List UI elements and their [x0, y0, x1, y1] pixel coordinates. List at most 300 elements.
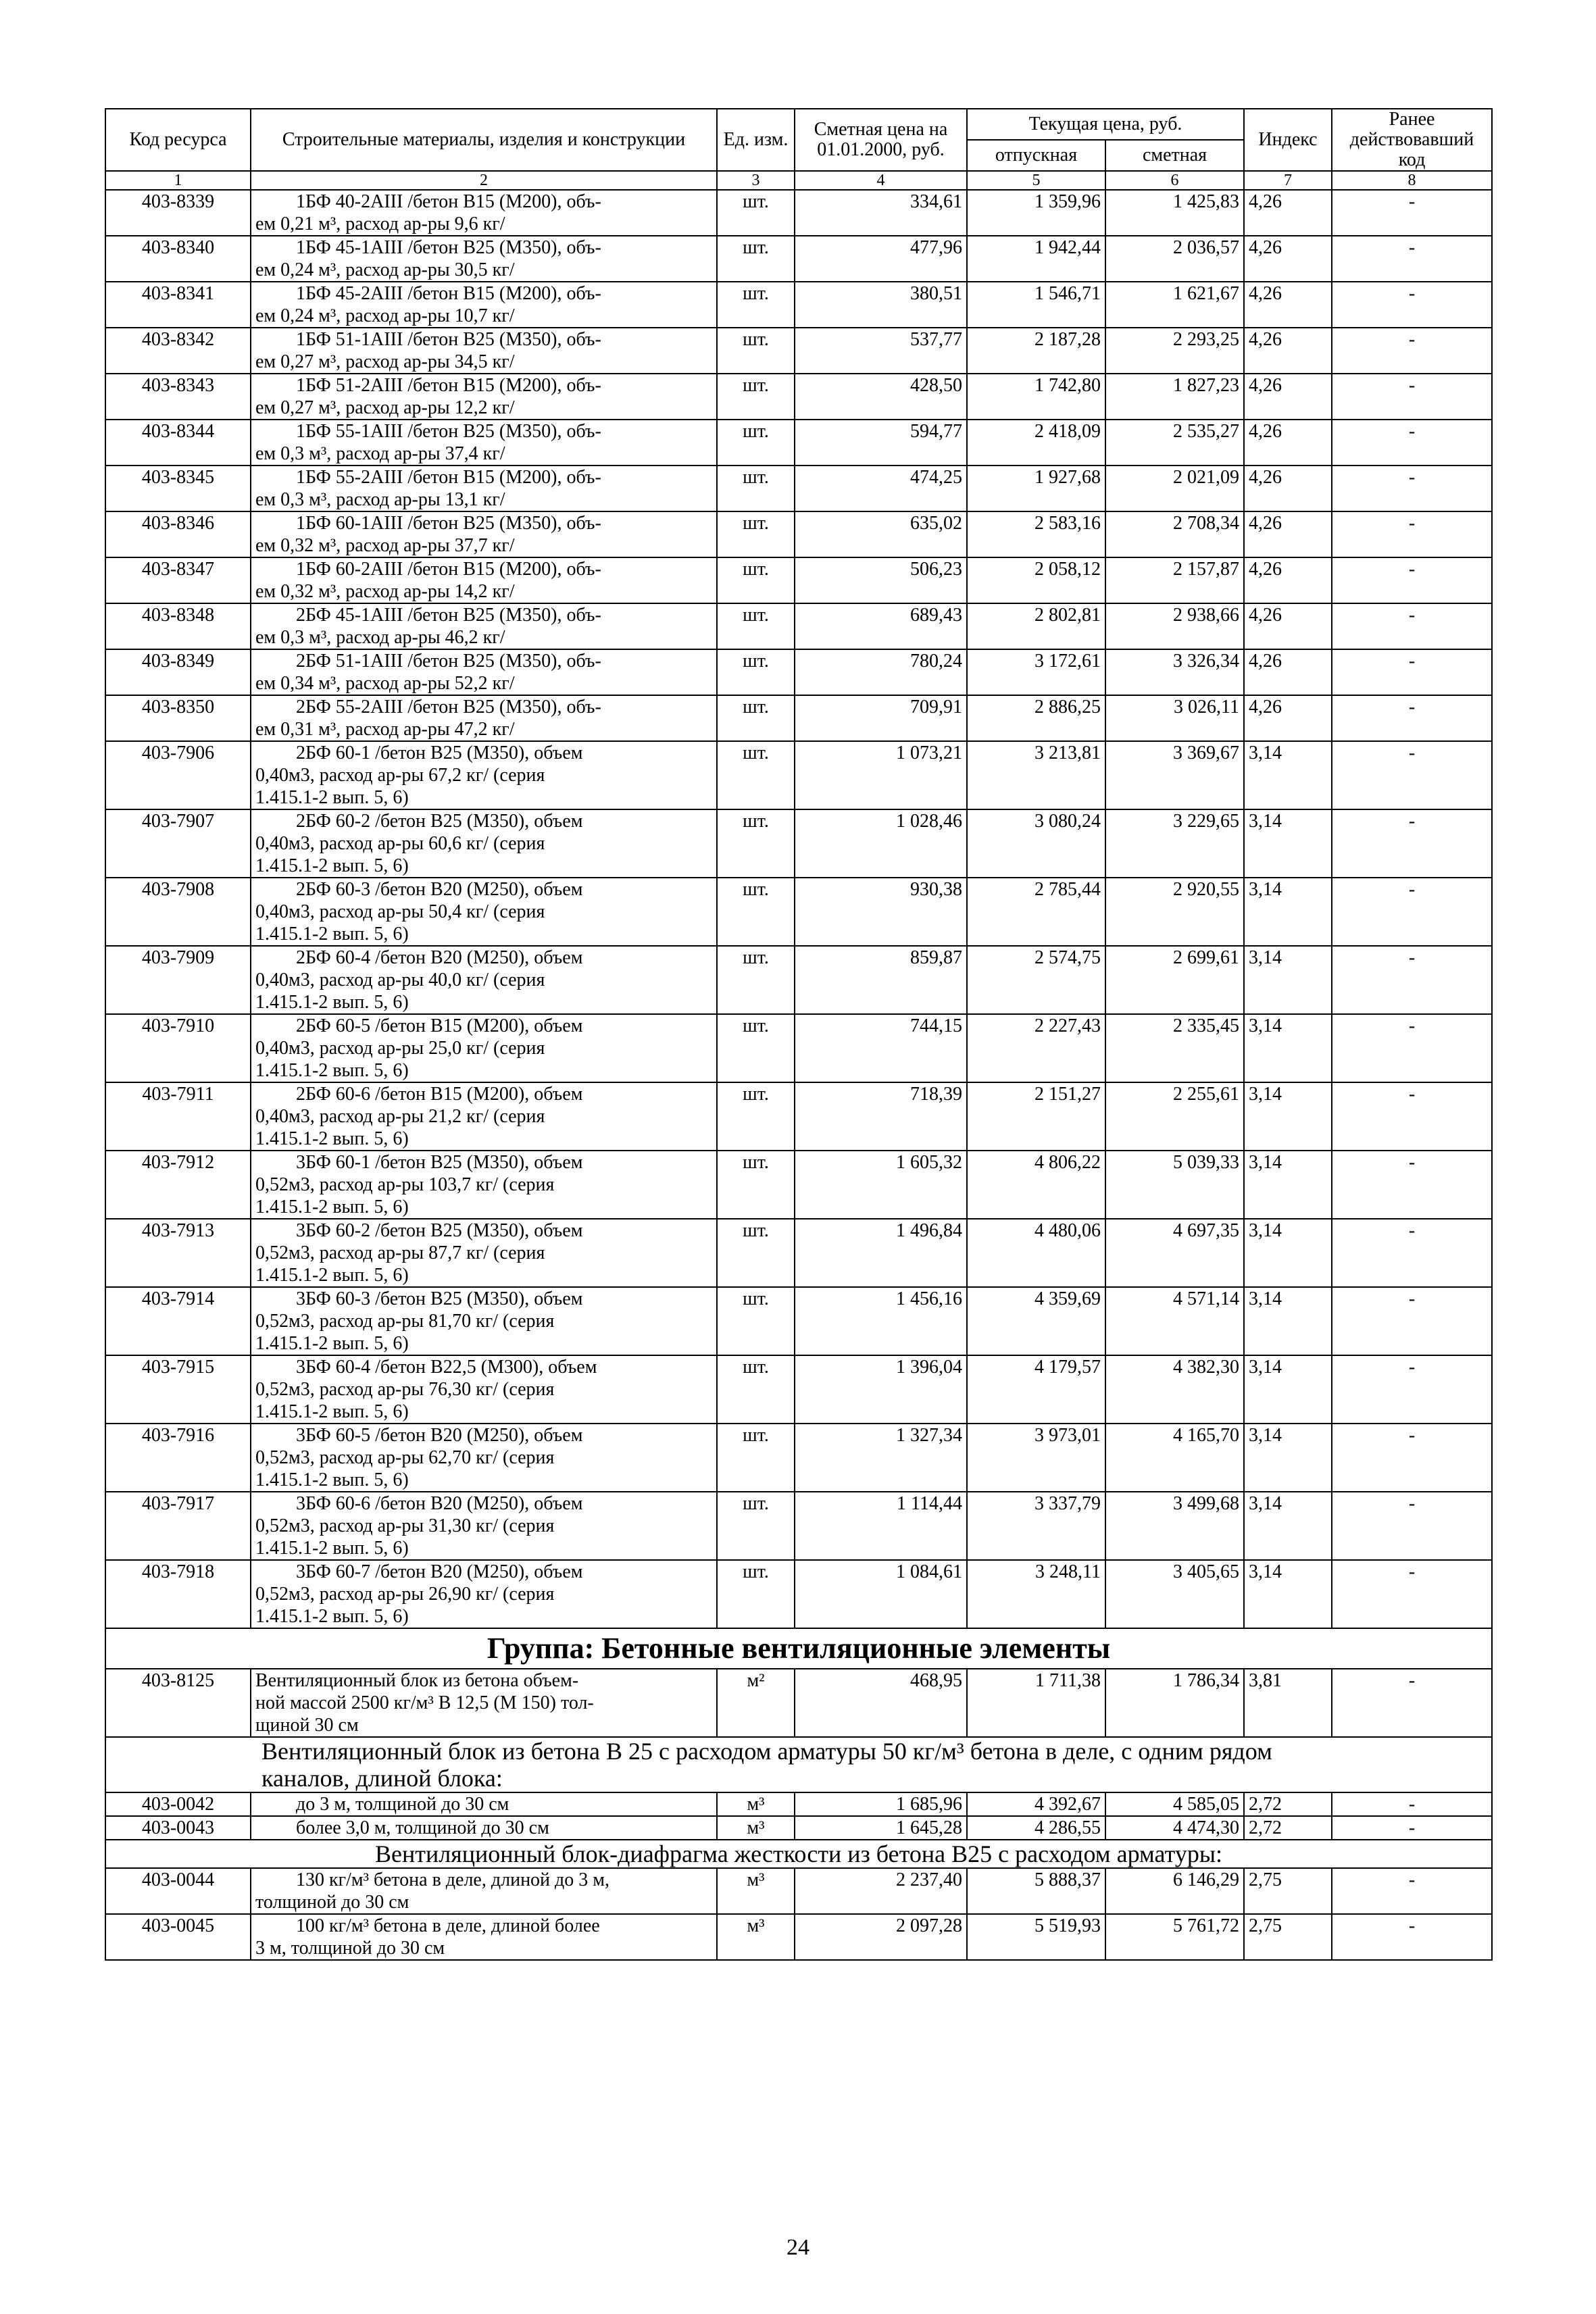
unit-cell: шт. — [717, 809, 795, 878]
unit-cell: шт. — [717, 328, 795, 374]
release-price-cell: 4 806,22 — [967, 1151, 1105, 1219]
index-cell: 3,14 — [1244, 1014, 1332, 1082]
base-price-cell: 2 237,40 — [795, 1868, 967, 1914]
previous-code-cell: - — [1332, 1868, 1492, 1914]
index-cell: 3,14 — [1244, 1151, 1332, 1219]
material-name — [251, 511, 717, 557]
table-row — [105, 420, 1492, 466]
material-name-line: 1.415.1-2 вып. 5, 6) — [255, 1128, 409, 1149]
index-cell: 2,75 — [1244, 1868, 1332, 1914]
resource-code: 403-8340 — [105, 236, 251, 282]
resource-code: 403-8349 — [105, 649, 251, 695]
material-name-line: 0,40м3, расход ар-ры 25,0 кг/ (серия — [255, 1038, 545, 1059]
material-name-line: 0,52м3, расход ар-ры 87,7 кг/ (серия — [255, 1242, 545, 1263]
column-number-row — [105, 171, 1492, 190]
resource-code: 403-7917 — [105, 1492, 251, 1560]
previous-code-cell: - — [1332, 511, 1492, 557]
unit-cell: шт. — [717, 557, 795, 603]
release-price-cell: 1 742,80 — [967, 374, 1105, 420]
material-name-line: ем 0,3 м³, расход ар-ры 37,4 кг/ — [255, 443, 505, 464]
previous-code-cell: - — [1332, 557, 1492, 603]
estimate-price-cell: 2 021,09 — [1105, 466, 1244, 511]
resource-code: 403-7915 — [105, 1355, 251, 1424]
base-price-cell: 1 114,44 — [795, 1492, 967, 1560]
material-name — [251, 190, 717, 236]
previous-code-cell: - — [1332, 1492, 1492, 1560]
col-number: 1 — [105, 171, 251, 190]
previous-code-cell: - — [1332, 466, 1492, 511]
index-cell: 3,14 — [1244, 1219, 1332, 1287]
material-name-line: 1.415.1-2 вып. 5, 6) — [255, 924, 409, 945]
unit-cell: шт. — [717, 1424, 795, 1492]
resource-code: 403-7910 — [105, 1014, 251, 1082]
unit-cell: шт. — [717, 374, 795, 420]
unit-cell: шт. — [717, 511, 795, 557]
resource-code: 403-8339 — [105, 190, 251, 236]
previous-code-cell: - — [1332, 1669, 1492, 1737]
index-cell: 3,14 — [1244, 741, 1332, 809]
material-name-line: 1.415.1-2 вып. 5, 6) — [255, 1265, 409, 1286]
index-cell: 3,14 — [1244, 1287, 1332, 1355]
material-name-line: ем 0,32 м³, расход ар-ры 37,7 кг/ — [255, 535, 515, 556]
material-name-line: ной массой 2500 кг/м³ В 12,5 (М 150) тол- — [255, 1692, 594, 1713]
resource-code: 403-7909 — [105, 946, 251, 1014]
estimate-price-cell: 3 369,67 — [1105, 741, 1244, 809]
index-cell: 4,26 — [1244, 695, 1332, 741]
unit-cell: шт. — [717, 1014, 795, 1082]
unit-cell: шт. — [717, 946, 795, 1014]
resource-code: 403-7911 — [105, 1082, 251, 1151]
resource-code: 403-8342 — [105, 328, 251, 374]
material-name-line: 0,52м3, расход ар-ры 31,30 кг/ (серия — [255, 1515, 555, 1536]
header-code: Код ресурса — [105, 109, 251, 171]
material-name-line: ем 0,31 м³, расход ар-ры 47,2 кг/ — [255, 719, 515, 740]
material-name-line: 1.415.1-2 вып. 5, 6) — [255, 1538, 409, 1559]
base-price-cell: 474,25 — [795, 466, 967, 511]
estimate-price-cell: 3 326,34 — [1105, 649, 1244, 695]
unit-cell: м³ — [717, 1816, 795, 1840]
table-row — [105, 878, 1492, 946]
material-name-line: 1БФ 40-2АIII /бетон B15 (M200), объ- — [296, 191, 601, 212]
material-name-line: 1.415.1-2 вып. 5, 6) — [255, 1060, 409, 1081]
release-price-cell: 1 359,96 — [967, 190, 1105, 236]
release-price-cell: 3 248,11 — [967, 1560, 1105, 1628]
material-name-line: 0,52м3, расход ар-ры 26,90 кг/ (серия — [255, 1584, 555, 1605]
table-row — [105, 741, 1492, 809]
table-row — [105, 374, 1492, 420]
previous-code-cell: - — [1332, 328, 1492, 374]
material-name — [251, 878, 717, 946]
index-cell: 4,26 — [1244, 282, 1332, 328]
material-name-line: ем 0,24 м³, расход ар-ры 10,7 кг/ — [255, 305, 515, 326]
material-name-line: 1БФ 55-2АIII /бетон B15 (M200), объ- — [296, 467, 601, 488]
table-row — [105, 1868, 1492, 1914]
base-price-cell: 380,51 — [795, 282, 967, 328]
index-cell: 2,72 — [1244, 1792, 1332, 1816]
estimate-price-cell: 4 697,35 — [1105, 1219, 1244, 1287]
previous-code-cell: - — [1332, 1287, 1492, 1355]
material-name — [251, 1816, 717, 1840]
unit-cell: шт. — [717, 420, 795, 466]
base-price-cell: 537,77 — [795, 328, 967, 374]
base-price-cell: 1 327,34 — [795, 1424, 967, 1492]
table-row — [105, 190, 1492, 236]
material-name — [251, 1287, 717, 1355]
table-row — [105, 236, 1492, 282]
resource-code: 403-8347 — [105, 557, 251, 603]
index-cell: 4,26 — [1244, 328, 1332, 374]
subheading-row — [105, 1840, 1492, 1868]
table-row — [105, 511, 1492, 557]
table-row — [105, 1424, 1492, 1492]
base-price-cell: 689,43 — [795, 603, 967, 649]
release-price-cell: 3 337,79 — [967, 1492, 1105, 1560]
material-name-line: 1.415.1-2 вып. 5, 6) — [255, 1197, 409, 1217]
base-price-cell: 1 028,46 — [795, 809, 967, 878]
material-name-line: 1БФ 55-1АIII /бетон B25 (M350), объ- — [296, 421, 601, 442]
base-price-cell: 780,24 — [795, 649, 967, 695]
unit-cell: шт. — [717, 1151, 795, 1219]
material-name-line: 0,52м3, расход ар-ры 62,70 кг/ (серия — [255, 1447, 555, 1468]
unit-cell: шт. — [717, 695, 795, 741]
release-price-cell: 3 213,81 — [967, 741, 1105, 809]
col-number: 8 — [1332, 171, 1492, 190]
unit-cell: шт. — [717, 1560, 795, 1628]
estimate-price-cell: 1 786,34 — [1105, 1669, 1244, 1737]
resource-code: 403-7912 — [105, 1151, 251, 1219]
index-cell: 3,14 — [1244, 1492, 1332, 1560]
material-name — [251, 1560, 717, 1628]
material-name-line: 3БФ 60-3 /бетон B25 (M350), объем — [296, 1288, 583, 1309]
material-name — [251, 1914, 717, 1960]
material-name-line: 1БФ 51-1АIII /бетон B25 (M350), объ- — [296, 329, 601, 350]
estimate-price-cell: 6 146,29 — [1105, 1868, 1244, 1914]
index-cell: 3,14 — [1244, 1560, 1332, 1628]
header-release: отпускная — [967, 140, 1105, 171]
estimate-price-cell: 5 039,33 — [1105, 1151, 1244, 1219]
release-price-cell: 5 519,93 — [967, 1914, 1105, 1960]
estimate-price-cell: 1 827,23 — [1105, 374, 1244, 420]
header-base-price: Сметная цена на 01.01.2000, руб. — [795, 109, 967, 171]
material-name — [251, 649, 717, 695]
previous-code-cell: - — [1332, 1219, 1492, 1287]
table-row — [105, 1219, 1492, 1287]
index-cell: 4,26 — [1244, 557, 1332, 603]
previous-code-cell: - — [1332, 1355, 1492, 1424]
col-number: 5 — [967, 171, 1105, 190]
index-cell: 4,26 — [1244, 603, 1332, 649]
table-row — [105, 1151, 1492, 1219]
base-price-cell: 334,61 — [795, 190, 967, 236]
material-name-line: 3БФ 60-6 /бетон B20 (M250), объем — [296, 1493, 583, 1514]
base-price-cell: 506,23 — [795, 557, 967, 603]
rows-block-vent — [105, 1669, 1492, 1737]
resource-code: 403-7913 — [105, 1219, 251, 1287]
material-name — [251, 466, 717, 511]
material-name — [251, 603, 717, 649]
material-name-line: 0,40м3, расход ар-ры 40,0 кг/ (серия — [255, 970, 545, 990]
estimate-price-cell: 2 335,45 — [1105, 1014, 1244, 1082]
estimate-price-cell: 4 585,05 — [1105, 1792, 1244, 1816]
material-name-line: 3БФ 60-5 /бетон B20 (M250), объем — [296, 1425, 583, 1446]
material-name-line: 1.415.1-2 вып. 5, 6) — [255, 855, 409, 876]
material-name-line: 0,40м3, расход ар-ры 50,4 кг/ (серия — [255, 901, 545, 922]
header-estimate: сметная — [1105, 140, 1244, 171]
previous-code-cell: - — [1332, 1914, 1492, 1960]
material-name — [251, 1219, 717, 1287]
material-name-line: 2БФ 60-3 /бетон B20 (M250), объем — [296, 879, 583, 900]
subheading-1-line2: каналов, длиной блока: — [261, 1765, 503, 1792]
index-cell: 4,26 — [1244, 466, 1332, 511]
material-name-line: 1БФ 51-2АIII /бетон B15 (M200), объ- — [296, 375, 601, 396]
previous-code-cell: - — [1332, 741, 1492, 809]
material-name — [251, 1014, 717, 1082]
estimate-price-cell: 4 165,70 — [1105, 1424, 1244, 1492]
release-price-cell: 1 546,71 — [967, 282, 1105, 328]
material-name — [251, 1669, 717, 1737]
resource-code: 403-7916 — [105, 1424, 251, 1492]
resource-code: 403-8344 — [105, 420, 251, 466]
resource-code: 403-8346 — [105, 511, 251, 557]
col-number: 3 — [717, 171, 795, 190]
material-name-line: 1.415.1-2 вып. 5, 6) — [255, 1333, 409, 1354]
base-price-cell: 744,15 — [795, 1014, 967, 1082]
material-name-line: 3БФ 60-7 /бетон B20 (M250), объем — [296, 1561, 583, 1582]
release-price-cell: 4 286,55 — [967, 1816, 1105, 1840]
unit-cell: шт. — [717, 878, 795, 946]
base-price-cell: 594,77 — [795, 420, 967, 466]
material-name-line: более 3,0 м, толщиной до 30 см — [296, 1817, 549, 1838]
previous-code-cell: - — [1332, 282, 1492, 328]
unit-cell: шт. — [717, 466, 795, 511]
col-number: 7 — [1244, 171, 1332, 190]
unit-cell: м³ — [717, 1914, 795, 1960]
unit-cell: шт. — [717, 236, 795, 282]
rows-block-foundation-b — [105, 741, 1492, 1628]
material-name-line: 1БФ 45-1АIII /бетон B25 (M350), объ- — [296, 237, 601, 258]
unit-cell: шт. — [717, 1287, 795, 1355]
estimate-price-cell: 3 026,11 — [1105, 695, 1244, 741]
table-row — [105, 649, 1492, 695]
previous-code-cell: - — [1332, 1082, 1492, 1151]
index-cell: 4,26 — [1244, 420, 1332, 466]
resource-code: 403-8341 — [105, 282, 251, 328]
previous-code-cell: - — [1332, 1816, 1492, 1840]
release-price-cell: 2 227,43 — [967, 1014, 1105, 1082]
material-name-line: 2БФ 51-1АIII /бетон B25 (M350), объ- — [296, 651, 601, 672]
unit-cell: шт. — [717, 1219, 795, 1287]
material-name — [251, 1424, 717, 1492]
release-price-cell: 1 942,44 — [967, 236, 1105, 282]
material-name-line: 3 м, толщиной до 30 см — [255, 1938, 445, 1959]
base-price-cell: 1 645,28 — [795, 1816, 967, 1840]
estimate-price-cell: 3 229,65 — [1105, 809, 1244, 878]
material-name-line: ем 0,27 м³, расход ар-ры 12,2 кг/ — [255, 397, 515, 418]
estimate-price-cell: 4 474,30 — [1105, 1816, 1244, 1840]
unit-cell: м³ — [717, 1792, 795, 1816]
table-row — [105, 557, 1492, 603]
estimate-price-cell: 3 499,68 — [1105, 1492, 1244, 1560]
material-name-line: ем 0,21 м³, расход ар-ры 9,6 кг/ — [255, 213, 505, 234]
base-price-cell: 1 605,32 — [795, 1151, 967, 1219]
base-price-cell: 718,39 — [795, 1082, 967, 1151]
material-name-line: 2БФ 60-4 /бетон B20 (M250), объем — [296, 947, 583, 968]
release-price-cell: 3 973,01 — [967, 1424, 1105, 1492]
base-price-cell: 1 084,61 — [795, 1560, 967, 1628]
header-index: Индекс — [1244, 109, 1332, 171]
estimate-price-cell: 2 255,61 — [1105, 1082, 1244, 1151]
base-price-cell: 930,38 — [795, 878, 967, 946]
material-name-line: 1.415.1-2 вып. 5, 6) — [255, 992, 409, 1013]
material-name-line: щиной 30 см — [255, 1715, 359, 1736]
unit-cell: шт. — [717, 741, 795, 809]
material-name-line: 3БФ 60-1 /бетон B25 (M350), объем — [296, 1152, 583, 1173]
resource-code: 403-7908 — [105, 878, 251, 946]
estimate-price-cell: 2 708,34 — [1105, 511, 1244, 557]
release-price-cell: 2 418,09 — [967, 420, 1105, 466]
resource-code: 403-8125 — [105, 1669, 251, 1737]
release-price-cell: 4 392,67 — [967, 1792, 1105, 1816]
index-cell: 4,26 — [1244, 190, 1332, 236]
rows-block-vent-blocks — [105, 1792, 1492, 1840]
group-title: Группа: Бетонные вентиляционные элементы — [105, 1628, 1492, 1669]
material-name-line: 100 кг/м³ бетона в деле, длиной более — [296, 1915, 600, 1936]
table-row — [105, 466, 1492, 511]
material-name-line: 1БФ 60-2АIII /бетон B15 (M200), объ- — [296, 559, 601, 580]
material-name-line: ем 0,27 м³, расход ар-ры 34,5 кг/ — [255, 351, 515, 372]
estimate-price-cell: 2 293,25 — [1105, 328, 1244, 374]
table-row — [105, 282, 1492, 328]
table-row — [105, 809, 1492, 878]
index-cell: 3,14 — [1244, 809, 1332, 878]
subheading-row — [105, 1737, 1492, 1792]
material-name — [251, 1082, 717, 1151]
base-price-cell: 1 496,84 — [795, 1219, 967, 1287]
previous-code-cell: - — [1332, 190, 1492, 236]
release-price-cell: 2 802,81 — [967, 603, 1105, 649]
material-name-line: 1.415.1-2 вып. 5, 6) — [255, 1401, 409, 1422]
release-price-cell: 2 583,16 — [967, 511, 1105, 557]
base-price-cell: 428,50 — [795, 374, 967, 420]
previous-code-cell: - — [1332, 236, 1492, 282]
previous-code-cell: - — [1332, 1424, 1492, 1492]
header-name: Строительные материалы, изделия и конструкции — [251, 109, 717, 171]
material-name-line: 2БФ 60-5 /бетон B15 (M200), объем — [296, 1015, 583, 1036]
base-price-cell: 859,87 — [795, 946, 967, 1014]
release-price-cell: 3 080,24 — [967, 809, 1105, 878]
material-name-line: 0,52м3, расход ар-ры 103,7 кг/ (серия — [255, 1174, 555, 1195]
table-row — [105, 1792, 1492, 1816]
base-price-cell: 709,91 — [795, 695, 967, 741]
previous-code-cell: - — [1332, 603, 1492, 649]
group-block — [105, 1628, 1492, 1669]
index-cell: 3,14 — [1244, 1082, 1332, 1151]
estimate-price-cell: 2 157,87 — [1105, 557, 1244, 603]
subheading-2: Вентиляционный блок-диафрагма жесткости из бетона В25 с расходом арматуры: — [105, 1840, 1492, 1868]
header-unit: Ед. изм. — [717, 109, 795, 171]
material-name-line: 0,52м3, расход ар-ры 76,30 кг/ (серия — [255, 1379, 555, 1400]
index-cell: 3,14 — [1244, 1355, 1332, 1424]
material-name — [251, 1355, 717, 1424]
material-name — [251, 328, 717, 374]
material-name-line: 2БФ 60-6 /бетон B15 (M200), объем — [296, 1084, 583, 1105]
price-table — [105, 108, 1493, 1961]
table-row — [105, 1914, 1492, 1960]
estimate-price-cell: 2 920,55 — [1105, 878, 1244, 946]
previous-code-cell: - — [1332, 1151, 1492, 1219]
table-row — [105, 1287, 1492, 1355]
material-name — [251, 946, 717, 1014]
subheading-1 — [105, 1737, 1492, 1792]
resource-code: 403-7906 — [105, 741, 251, 809]
release-price-cell: 2 886,25 — [967, 695, 1105, 741]
material-name-line: до 3 м, толщиной до 30 см — [296, 1794, 509, 1815]
table-row — [105, 1014, 1492, 1082]
estimate-price-cell: 2 036,57 — [1105, 236, 1244, 282]
release-price-cell: 2 151,27 — [967, 1082, 1105, 1151]
group-title-row — [105, 1628, 1492, 1669]
table-row — [105, 1560, 1492, 1628]
col-number: 4 — [795, 171, 967, 190]
index-cell: 3,81 — [1244, 1669, 1332, 1737]
material-name-line: 1.415.1-2 вып. 5, 6) — [255, 787, 409, 808]
resource-code: 403-0045 — [105, 1914, 251, 1960]
material-name — [251, 1492, 717, 1560]
table-row — [105, 1492, 1492, 1560]
material-name-line: ем 0,24 м³, расход ар-ры 30,5 кг/ — [255, 259, 515, 280]
table-row — [105, 603, 1492, 649]
base-price-cell: 477,96 — [795, 236, 967, 282]
table-row — [105, 328, 1492, 374]
material-name — [251, 741, 717, 809]
unit-cell: шт. — [717, 649, 795, 695]
header-row — [105, 109, 1492, 140]
previous-code-cell: - — [1332, 420, 1492, 466]
resource-code: 403-8343 — [105, 374, 251, 420]
material-name-line: 1.415.1-2 вып. 5, 6) — [255, 1469, 409, 1490]
rows-block-foundation-a — [105, 190, 1492, 741]
release-price-cell: 1 927,68 — [967, 466, 1105, 511]
previous-code-cell: - — [1332, 1560, 1492, 1628]
material-name-line: 1БФ 45-2АIII /бетон B15 (M200), объ- — [296, 283, 601, 304]
material-name-line: толщиной до 30 см — [255, 1892, 409, 1913]
base-price-cell: 635,02 — [795, 511, 967, 557]
subheading-block-1 — [105, 1737, 1492, 1792]
unit-cell: м² — [717, 1669, 795, 1737]
material-name-line: 0,40м3, расход ар-ры 21,2 кг/ (серия — [255, 1106, 545, 1127]
resource-code: 403-8350 — [105, 695, 251, 741]
previous-code-cell: - — [1332, 946, 1492, 1014]
estimate-price-cell: 3 405,65 — [1105, 1560, 1244, 1628]
index-cell: 4,26 — [1244, 511, 1332, 557]
base-price-cell: 2 097,28 — [795, 1914, 967, 1960]
release-price-cell: 2 058,12 — [967, 557, 1105, 603]
base-price-cell: 468,95 — [795, 1669, 967, 1737]
release-price-cell: 2 574,75 — [967, 946, 1105, 1014]
material-name-line: Вентиляционный блок из бетона объем- — [255, 1670, 579, 1691]
previous-code-cell: - — [1332, 809, 1492, 878]
unit-cell: шт. — [717, 1492, 795, 1560]
resource-code: 403-0044 — [105, 1868, 251, 1914]
material-name-line: 3БФ 60-4 /бетон B22,5 (M300), объем — [296, 1357, 597, 1378]
table-row — [105, 695, 1492, 741]
unit-cell: м³ — [717, 1868, 795, 1914]
index-cell: 3,14 — [1244, 946, 1332, 1014]
material-name-line: ем 0,3 м³, расход ар-ры 13,1 кг/ — [255, 489, 505, 510]
table-row — [105, 946, 1492, 1014]
unit-cell: шт. — [717, 1082, 795, 1151]
release-price-cell: 4 480,06 — [967, 1219, 1105, 1287]
